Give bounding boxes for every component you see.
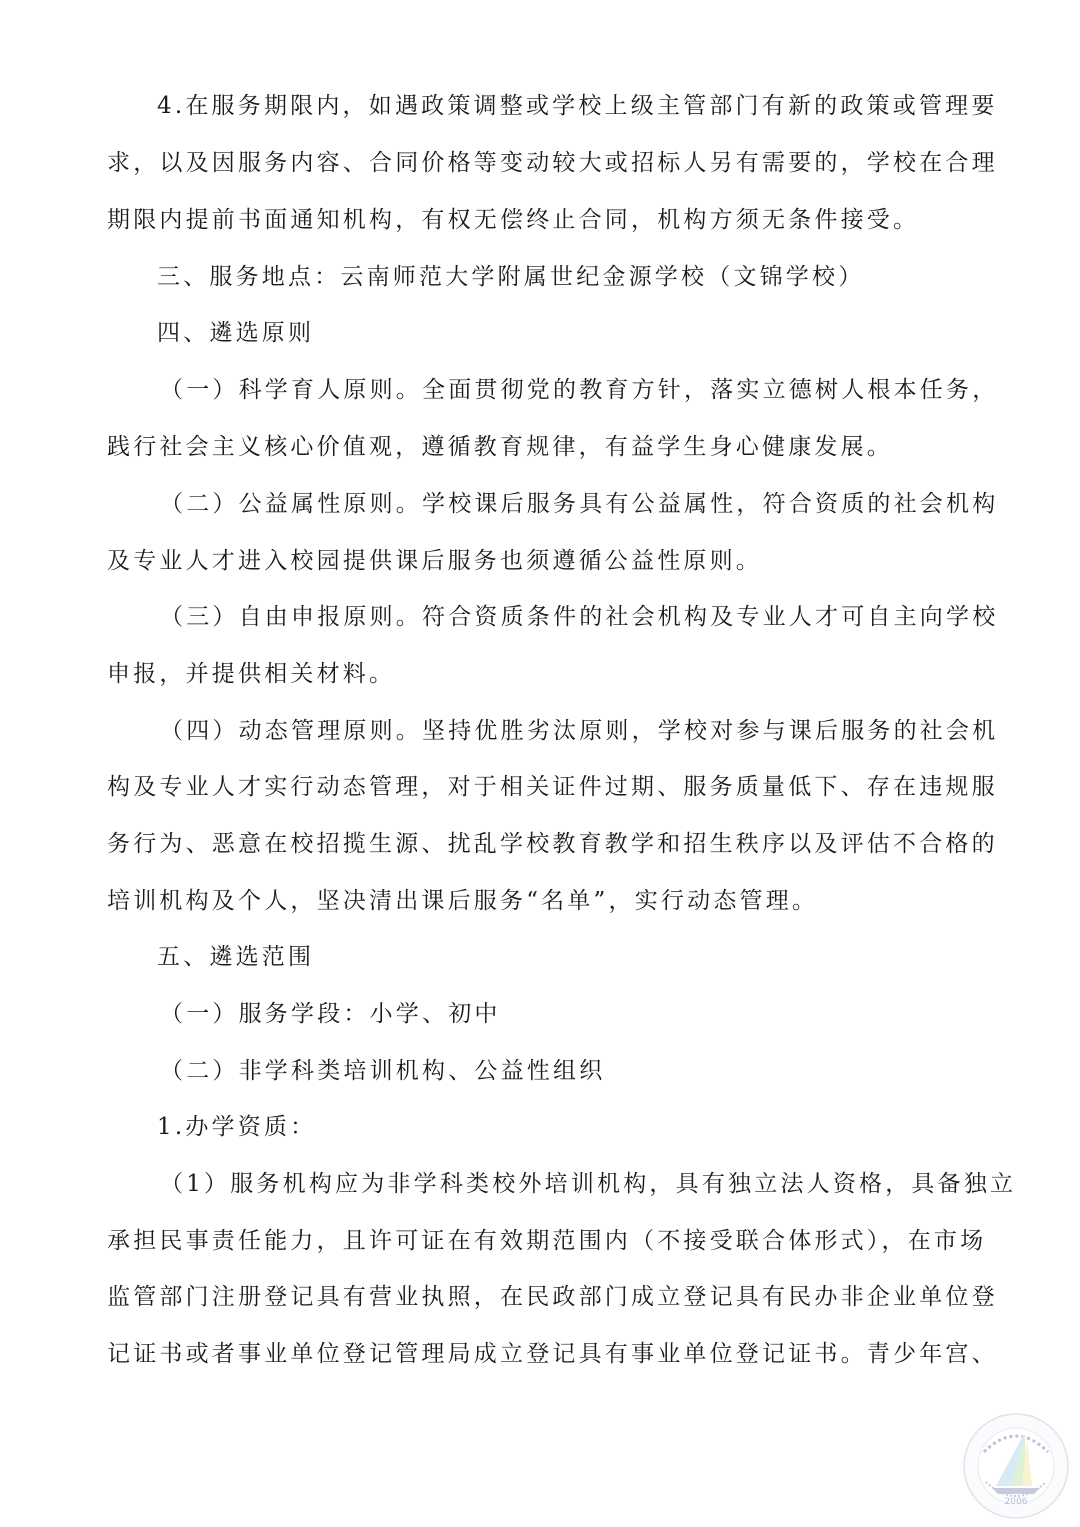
paragraph-line: 求，以及因服务内容、合同价格等变动较大或招标人另有需要的，学校在合理 [107,150,998,176]
paragraph-line: 构及专业人才实行动态管理，对于相关证件过期、服务质量低下、存在违规服 [107,774,998,800]
paragraph-line: 记证书或者事业单位登记管理局成立登记具有事业单位登记证书。青少年宫、 [107,1341,998,1367]
svg-text:2006: 2006 [1004,1497,1028,1507]
paragraph-line: 4.在服务期限内，如遇政策调整或学校上级主管部门有新的政策或管理要 [157,93,998,119]
paragraph-line: （1）服务机构应为非学科类校外培训机构，具有独立法人资格，具备独立 [160,1171,1017,1197]
section-heading-selection-scope: 五、遴选范围 [157,944,315,970]
paragraph-line: 及专业人才进入校园提供课后服务也须遵循公益性原则。 [107,548,762,574]
paragraph-line: 务行为、恶意在校招揽生源、扰乱学校教育教学和招生秩序以及评估不合格的 [107,831,998,857]
paragraph-line: 期限内提前书面通知机构，有权无偿终止合同，机构方须无条件接受。 [107,207,920,233]
paragraph-line: （四）动态管理原则。坚持优胜劣汰原则，学校对参与课后服务的社会机 [160,718,999,744]
paragraph-line: 培训机构及个人，坚决清出课后服务“名单”，实行动态管理。 [107,888,819,914]
section-heading-selection-principles: 四、遴选原则 [157,320,315,346]
section-heading-service-location: 三、服务地点：云南师范大学附属世纪金源学校（文锦学校） [157,264,865,290]
paragraph-line: （一）服务学段：小学、初中 [160,1001,501,1027]
paragraph-line: 承担民事责任能力，且许可证在有效期范围内（不接受联合体形式），在市场 [107,1228,987,1254]
paragraph-line: 践行社会主义核心价值观，遵循教育规律，有益学生身心健康发展。 [107,434,893,460]
paragraph-line: 监管部门注册登记具有营业执照，在民政部门成立登记具有民办非企业单位登 [107,1284,998,1310]
paragraph-line: （一）科学育人原则。全面贯彻党的教育方针，落实立德树人根本任务， [160,377,999,403]
subsection-heading: 1.办学资质： [157,1114,317,1140]
paragraph-line: 申报，并提供相关材料。 [107,661,396,687]
paragraph-line: （三）自由申报原则。符合资质条件的社会机构及专业人才可自主向学校 [160,604,999,630]
paragraph-line: （二）非学科类培训机构、公益性组织 [160,1058,606,1084]
school-logo-icon [962,1412,1070,1520]
paragraph-line: （二）公益属性原则。学校课后服务具有公益属性，符合资质的社会机构 [160,491,999,517]
